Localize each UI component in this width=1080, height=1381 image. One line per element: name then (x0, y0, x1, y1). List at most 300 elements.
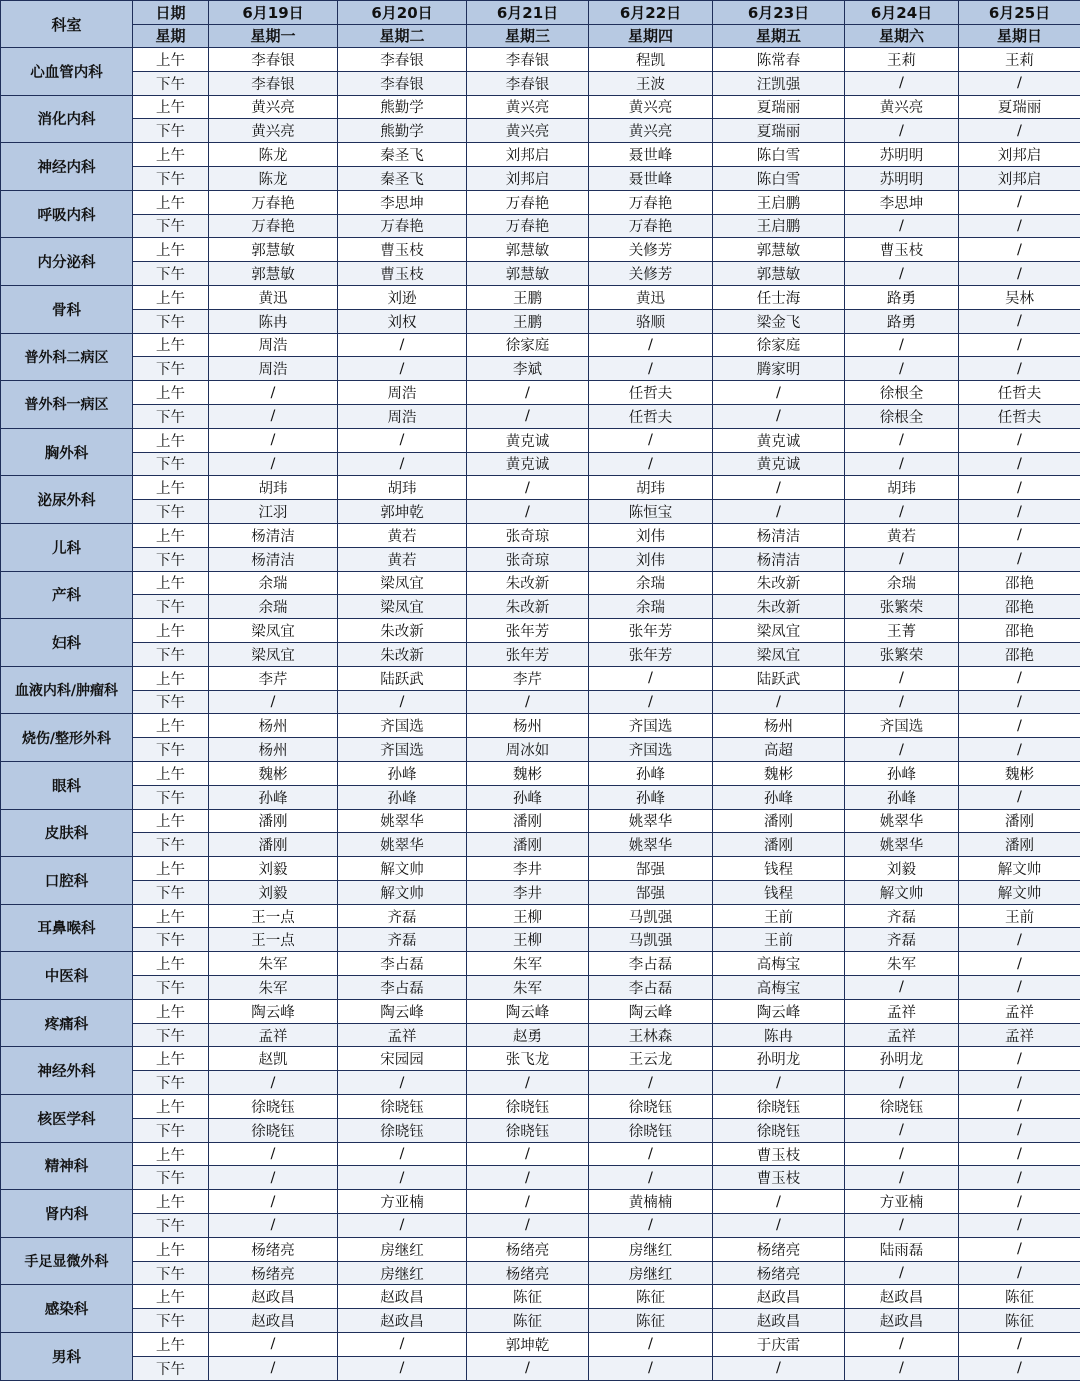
doctor-cell: 杨清洁 (209, 547, 338, 571)
doctor-cell: 房继红 (338, 1261, 467, 1285)
doctor-cell: / (209, 1190, 338, 1214)
doctor-cell: 秦圣飞 (338, 143, 467, 167)
doctor-cell: / (959, 119, 1080, 143)
department-name: 中医科 (1, 952, 133, 1000)
doctor-cell: / (209, 1356, 338, 1380)
doctor-cell: 刘权 (338, 309, 467, 333)
doctor-cell: / (467, 1166, 589, 1190)
doctor-cell: 王柳 (467, 928, 589, 952)
doctor-cell: 夏瑞丽 (959, 95, 1080, 119)
period-label: 下午 (133, 547, 209, 571)
weekday-header: 星期一 (209, 24, 338, 48)
doctor-cell: / (713, 476, 845, 500)
doctor-cell: 黄克诚 (467, 452, 589, 476)
doctor-cell: 魏彬 (959, 761, 1080, 785)
doctor-cell: 邵艳 (959, 595, 1080, 619)
doctor-cell: 朱军 (209, 952, 338, 976)
doctor-cell: 郭慧敏 (209, 262, 338, 286)
doctor-cell: / (713, 1190, 845, 1214)
doctor-cell: / (589, 1166, 713, 1190)
doctor-cell: 宋园园 (338, 1047, 467, 1071)
doctor-cell: 郭慧敏 (467, 262, 589, 286)
doctor-cell: 王莉 (845, 48, 959, 72)
doctor-cell: 周冰如 (467, 738, 589, 762)
department-name: 血液内科/肿瘤科 (1, 666, 133, 714)
doctor-cell: 徐晓钰 (338, 1118, 467, 1142)
doctor-cell: 孙峰 (589, 785, 713, 809)
doctor-cell: 黄若 (338, 547, 467, 571)
table-row (1, 642, 1080, 666)
doctor-cell: 陈征 (467, 1309, 589, 1333)
table-row (1, 1261, 1080, 1285)
doctor-cell: 姚翠华 (338, 833, 467, 857)
department-name: 儿科 (1, 523, 133, 571)
doctor-cell: 曹玉枝 (338, 238, 467, 262)
department-name: 烧伤/整形外科 (1, 714, 133, 762)
doctor-cell: / (959, 690, 1080, 714)
department-name: 骨科 (1, 285, 133, 333)
department-name: 泌尿外科 (1, 476, 133, 524)
period-label: 下午 (133, 976, 209, 1000)
doctor-cell: 陈征 (959, 1309, 1080, 1333)
doctor-cell: 齐磊 (338, 928, 467, 952)
weekday-label: 星期 (133, 24, 209, 48)
doctor-cell: / (209, 428, 338, 452)
doctor-cell: 郜强 (589, 880, 713, 904)
doctor-cell: 黄兴亮 (209, 95, 338, 119)
doctor-cell: 李春银 (209, 71, 338, 95)
doctor-cell: / (959, 238, 1080, 262)
table-row (1, 571, 1080, 595)
doctor-cell: 李思坤 (338, 190, 467, 214)
doctor-cell: / (845, 1166, 959, 1190)
doctor-cell: 孟祥 (959, 1023, 1080, 1047)
doctor-cell: / (959, 190, 1080, 214)
doctor-cell: / (959, 1237, 1080, 1261)
doctor-cell: 江羽 (209, 500, 338, 524)
doctor-cell: / (845, 428, 959, 452)
period-label: 上午 (133, 1237, 209, 1261)
doctor-cell: 陆跃武 (338, 666, 467, 690)
doctor-cell: 苏明明 (845, 143, 959, 167)
doctor-cell: 杨绪亮 (209, 1261, 338, 1285)
doctor-cell: / (338, 428, 467, 452)
doctor-cell: 黄克诚 (713, 452, 845, 476)
doctor-cell: 周浩 (338, 381, 467, 405)
department-name: 消化内科 (1, 95, 133, 143)
doctor-cell: 孙峰 (467, 785, 589, 809)
doctor-cell: 杨绪亮 (713, 1261, 845, 1285)
doctor-cell: 黄迅 (589, 285, 713, 309)
doctor-cell: / (959, 214, 1080, 238)
table-row (1, 166, 1080, 190)
date-label: 日期 (133, 1, 209, 25)
period-label: 上午 (133, 571, 209, 595)
doctor-cell: 朱军 (467, 976, 589, 1000)
doctor-cell: 徐晓钰 (209, 1095, 338, 1119)
period-label: 下午 (133, 1023, 209, 1047)
weekday-header: 星期四 (589, 24, 713, 48)
doctor-cell: 赵政昌 (338, 1285, 467, 1309)
department-name: 精神科 (1, 1142, 133, 1190)
doctor-cell: 杨绪亮 (467, 1261, 589, 1285)
doctor-cell: 齐国选 (845, 714, 959, 738)
period-label: 上午 (133, 95, 209, 119)
table-row (1, 833, 1080, 857)
period-label: 上午 (133, 857, 209, 881)
period-label: 下午 (133, 833, 209, 857)
doctor-cell: 李井 (467, 880, 589, 904)
doctor-cell: 解文帅 (845, 880, 959, 904)
table-row (1, 428, 1080, 452)
doctor-cell: 杨州 (467, 714, 589, 738)
doctor-cell: 刘邦启 (959, 143, 1080, 167)
doctor-cell: 杨清洁 (713, 523, 845, 547)
doctor-cell: / (713, 1356, 845, 1380)
doctor-cell: 姚翠华 (845, 833, 959, 857)
doctor-cell: 梁金飞 (713, 309, 845, 333)
doctor-cell: 陈恒宝 (589, 500, 713, 524)
table-row (1, 262, 1080, 286)
doctor-cell: 姚翠华 (589, 833, 713, 857)
department-name: 神经外科 (1, 1047, 133, 1095)
doctor-cell: / (589, 428, 713, 452)
doctor-cell: / (338, 1333, 467, 1357)
date-header: 6月25日 (959, 1, 1080, 25)
department-name: 感染科 (1, 1285, 133, 1333)
doctor-cell: 王林森 (589, 1023, 713, 1047)
doctor-cell: / (845, 452, 959, 476)
doctor-cell: 王前 (713, 904, 845, 928)
doctor-cell: 王鹏 (467, 285, 589, 309)
doctor-cell: 梁凤宜 (713, 642, 845, 666)
doctor-cell: 夏瑞丽 (713, 119, 845, 143)
doctor-cell: 熊勤学 (338, 119, 467, 143)
doctor-cell: / (589, 1142, 713, 1166)
doctor-cell: 赵政昌 (338, 1309, 467, 1333)
period-label: 下午 (133, 262, 209, 286)
period-label: 下午 (133, 690, 209, 714)
department-name: 核医学科 (1, 1095, 133, 1143)
department-name: 眼科 (1, 761, 133, 809)
doctor-cell: 曹玉枝 (713, 1142, 845, 1166)
doctor-cell: 徐家庭 (713, 333, 845, 357)
doctor-cell: 聂世峰 (589, 143, 713, 167)
doctor-cell: 孙峰 (589, 761, 713, 785)
period-label: 下午 (133, 500, 209, 524)
doctor-cell: 魏彬 (467, 761, 589, 785)
doctor-cell: 万春艳 (589, 214, 713, 238)
period-label: 下午 (133, 1309, 209, 1333)
period-label: 上午 (133, 999, 209, 1023)
doctor-cell: 高梅宝 (713, 976, 845, 1000)
date-header: 6月24日 (845, 1, 959, 25)
doctor-cell: 陈常春 (713, 48, 845, 72)
doctor-cell: 陈白雪 (713, 143, 845, 167)
doctor-cell: / (589, 452, 713, 476)
table-row (1, 999, 1080, 1023)
period-label: 上午 (133, 238, 209, 262)
date-header: 6月21日 (467, 1, 589, 25)
doctor-cell: 齐磊 (338, 904, 467, 928)
doctor-cell: 孙峰 (845, 761, 959, 785)
table-row (1, 761, 1080, 785)
doctor-cell: 魏彬 (713, 761, 845, 785)
doctor-cell: 余瑞 (589, 595, 713, 619)
doctor-cell: / (845, 333, 959, 357)
doctor-cell: 秦圣飞 (338, 166, 467, 190)
table-row (1, 285, 1080, 309)
doctor-cell: / (209, 1166, 338, 1190)
table-row (1, 143, 1080, 167)
table-row (1, 71, 1080, 95)
period-label: 下午 (133, 452, 209, 476)
doctor-cell: 陈征 (467, 1285, 589, 1309)
doctor-cell: 齐磊 (845, 928, 959, 952)
period-label: 上午 (133, 523, 209, 547)
doctor-cell: / (589, 357, 713, 381)
doctor-cell: 胡玮 (338, 476, 467, 500)
dept-column-header: 科室 (1, 1, 133, 48)
doctor-cell: 潘刚 (467, 809, 589, 833)
doctor-cell: 任哲夫 (959, 404, 1080, 428)
doctor-cell: / (845, 1118, 959, 1142)
period-label: 上午 (133, 952, 209, 976)
doctor-cell: 杨绪亮 (467, 1237, 589, 1261)
doctor-cell: 钱程 (713, 880, 845, 904)
doctor-cell: / (959, 357, 1080, 381)
table-row (1, 1166, 1080, 1190)
doctor-cell: / (959, 952, 1080, 976)
doctor-cell: 梁凤宜 (713, 619, 845, 643)
doctor-cell: 孙峰 (845, 785, 959, 809)
doctor-cell: 曹玉枝 (338, 262, 467, 286)
doctor-cell: 解文帅 (959, 857, 1080, 881)
doctor-cell: 路勇 (845, 285, 959, 309)
doctor-cell: 刘伟 (589, 547, 713, 571)
table-row (1, 904, 1080, 928)
doctor-cell: 汪凯强 (713, 71, 845, 95)
doctor-cell: / (959, 547, 1080, 571)
doctor-cell: 朱军 (845, 952, 959, 976)
doctor-cell: 王前 (713, 928, 845, 952)
doctor-cell: 黄迅 (209, 285, 338, 309)
table-row (1, 714, 1080, 738)
doctor-cell: 余瑞 (209, 571, 338, 595)
doctor-cell: 解文帅 (338, 857, 467, 881)
doctor-cell: / (467, 1356, 589, 1380)
doctor-cell: 李春银 (338, 48, 467, 72)
period-label: 下午 (133, 71, 209, 95)
doctor-cell: / (467, 690, 589, 714)
period-label: 上午 (133, 1333, 209, 1357)
doctor-cell: / (845, 214, 959, 238)
table-row (1, 1142, 1080, 1166)
doctor-cell: 赵政昌 (713, 1285, 845, 1309)
department-name: 疼痛科 (1, 999, 133, 1047)
period-label: 下午 (133, 119, 209, 143)
doctor-cell: 朱改新 (338, 619, 467, 643)
period-label: 下午 (133, 404, 209, 428)
table-row (1, 1095, 1080, 1119)
table-row (1, 690, 1080, 714)
doctor-cell: 高超 (713, 738, 845, 762)
doctor-cell: 黄兴亮 (467, 95, 589, 119)
doctor-cell: / (959, 500, 1080, 524)
department-name: 产科 (1, 571, 133, 619)
doctor-cell: / (845, 738, 959, 762)
doctor-cell: 杨州 (713, 714, 845, 738)
table-row (1, 952, 1080, 976)
doctor-cell: 张飞龙 (467, 1047, 589, 1071)
table-row (1, 976, 1080, 1000)
doctor-cell: 梁凤宜 (209, 619, 338, 643)
doctor-cell: 梁凤宜 (338, 571, 467, 595)
table-row (1, 1023, 1080, 1047)
period-label: 上午 (133, 381, 209, 405)
doctor-cell: 潘刚 (209, 809, 338, 833)
doctor-cell: 王云龙 (589, 1047, 713, 1071)
doctor-cell: 孟祥 (338, 1023, 467, 1047)
table-row (1, 476, 1080, 500)
doctor-cell: 张年芳 (467, 642, 589, 666)
doctor-cell: 陈龙 (209, 143, 338, 167)
doctor-cell: 朱军 (209, 976, 338, 1000)
doctor-cell: 陈冉 (209, 309, 338, 333)
doctor-cell: 胡玮 (209, 476, 338, 500)
table-row (1, 48, 1080, 72)
doctor-cell: 余瑞 (589, 571, 713, 595)
doctor-cell: 张奇琼 (467, 547, 589, 571)
doctor-cell: 张年芳 (467, 619, 589, 643)
doctor-cell: / (959, 666, 1080, 690)
period-label: 下午 (133, 1166, 209, 1190)
doctor-cell: 梁凤宜 (338, 595, 467, 619)
doctor-cell: 陈冉 (713, 1023, 845, 1047)
period-label: 上午 (133, 619, 209, 643)
doctor-cell: / (959, 1333, 1080, 1357)
table-row (1, 1071, 1080, 1095)
table-row (1, 1047, 1080, 1071)
doctor-cell: 王前 (959, 904, 1080, 928)
doctor-cell: / (467, 1214, 589, 1238)
doctor-cell: 马凯强 (589, 928, 713, 952)
doctor-cell: 王一点 (209, 928, 338, 952)
department-name: 皮肤科 (1, 809, 133, 857)
weekday-header: 星期日 (959, 24, 1080, 48)
doctor-cell: / (589, 666, 713, 690)
doctor-cell: / (589, 1356, 713, 1380)
doctor-cell: / (713, 1071, 845, 1095)
doctor-cell: 万春艳 (467, 214, 589, 238)
doctor-cell: 余瑞 (845, 571, 959, 595)
doctor-cell: 吴林 (959, 285, 1080, 309)
doctor-cell: / (845, 500, 959, 524)
doctor-cell: 孟祥 (959, 999, 1080, 1023)
doctor-cell: 刘邦启 (959, 166, 1080, 190)
doctor-cell: / (589, 1214, 713, 1238)
department-name: 肾内科 (1, 1190, 133, 1238)
doctor-cell: 聂世峰 (589, 166, 713, 190)
table-row (1, 928, 1080, 952)
doctor-cell: / (467, 1071, 589, 1095)
period-label: 下午 (133, 1356, 209, 1380)
doctor-cell: 李思坤 (845, 190, 959, 214)
doctor-cell: / (467, 500, 589, 524)
doctor-cell: 郭慧敏 (209, 238, 338, 262)
period-label: 上午 (133, 1285, 209, 1309)
doctor-cell: / (959, 1190, 1080, 1214)
doctor-cell: 方亚楠 (845, 1190, 959, 1214)
doctor-cell: / (209, 1071, 338, 1095)
doctor-cell: 邵艳 (959, 642, 1080, 666)
doctor-cell: 徐根全 (845, 404, 959, 428)
doctor-cell: 房继红 (589, 1237, 713, 1261)
doctor-cell: 徐晓钰 (713, 1118, 845, 1142)
doctor-cell: 孙明龙 (845, 1047, 959, 1071)
period-label: 上午 (133, 143, 209, 167)
doctor-cell: 徐晓钰 (589, 1118, 713, 1142)
department-name: 心血管内科 (1, 48, 133, 96)
doctor-cell: / (845, 71, 959, 95)
doctor-cell: 李占磊 (589, 952, 713, 976)
doctor-cell: 齐国选 (338, 738, 467, 762)
doctor-cell: / (959, 523, 1080, 547)
doctor-cell: 徐晓钰 (209, 1118, 338, 1142)
header-row-dates (1, 1, 1080, 25)
doctor-cell: 孙峰 (338, 785, 467, 809)
doctor-cell: / (959, 738, 1080, 762)
table-row (1, 190, 1080, 214)
doctor-cell: 陈龙 (209, 166, 338, 190)
doctor-cell: 姚翠华 (589, 809, 713, 833)
doctor-cell: / (959, 1142, 1080, 1166)
period-label: 下午 (133, 642, 209, 666)
table-row (1, 357, 1080, 381)
doctor-cell: 徐家庭 (467, 333, 589, 357)
doctor-cell: 李春银 (338, 71, 467, 95)
doctor-cell: 朱改新 (713, 595, 845, 619)
period-label: 上午 (133, 48, 209, 72)
period-label: 上午 (133, 761, 209, 785)
doctor-cell: 解文帅 (959, 880, 1080, 904)
doctor-cell: 高梅宝 (713, 952, 845, 976)
department-name: 耳鼻喉科 (1, 904, 133, 952)
department-name: 普外科一病区 (1, 381, 133, 429)
weekday-header: 星期三 (467, 24, 589, 48)
doctor-cell: 郭慧敏 (467, 238, 589, 262)
doctor-cell: 黄兴亮 (589, 95, 713, 119)
doctor-cell: / (845, 547, 959, 571)
doctor-cell: / (845, 1261, 959, 1285)
doctor-cell: 魏彬 (209, 761, 338, 785)
table-row (1, 1309, 1080, 1333)
doctor-cell: 齐国选 (589, 714, 713, 738)
doctor-cell: 杨州 (209, 738, 338, 762)
doctor-cell: 潘刚 (209, 833, 338, 857)
doctor-cell: 刘逊 (338, 285, 467, 309)
doctor-cell: 郭坤乾 (338, 500, 467, 524)
doctor-cell: / (713, 690, 845, 714)
doctor-cell: / (959, 785, 1080, 809)
header-row-weekdays (1, 24, 1080, 48)
period-label: 下午 (133, 880, 209, 904)
doctor-cell: 李占磊 (338, 952, 467, 976)
doctor-cell: 周浩 (209, 357, 338, 381)
doctor-cell: 张年芳 (589, 642, 713, 666)
department-name: 呼吸内科 (1, 190, 133, 238)
doctor-cell: 王莉 (959, 48, 1080, 72)
